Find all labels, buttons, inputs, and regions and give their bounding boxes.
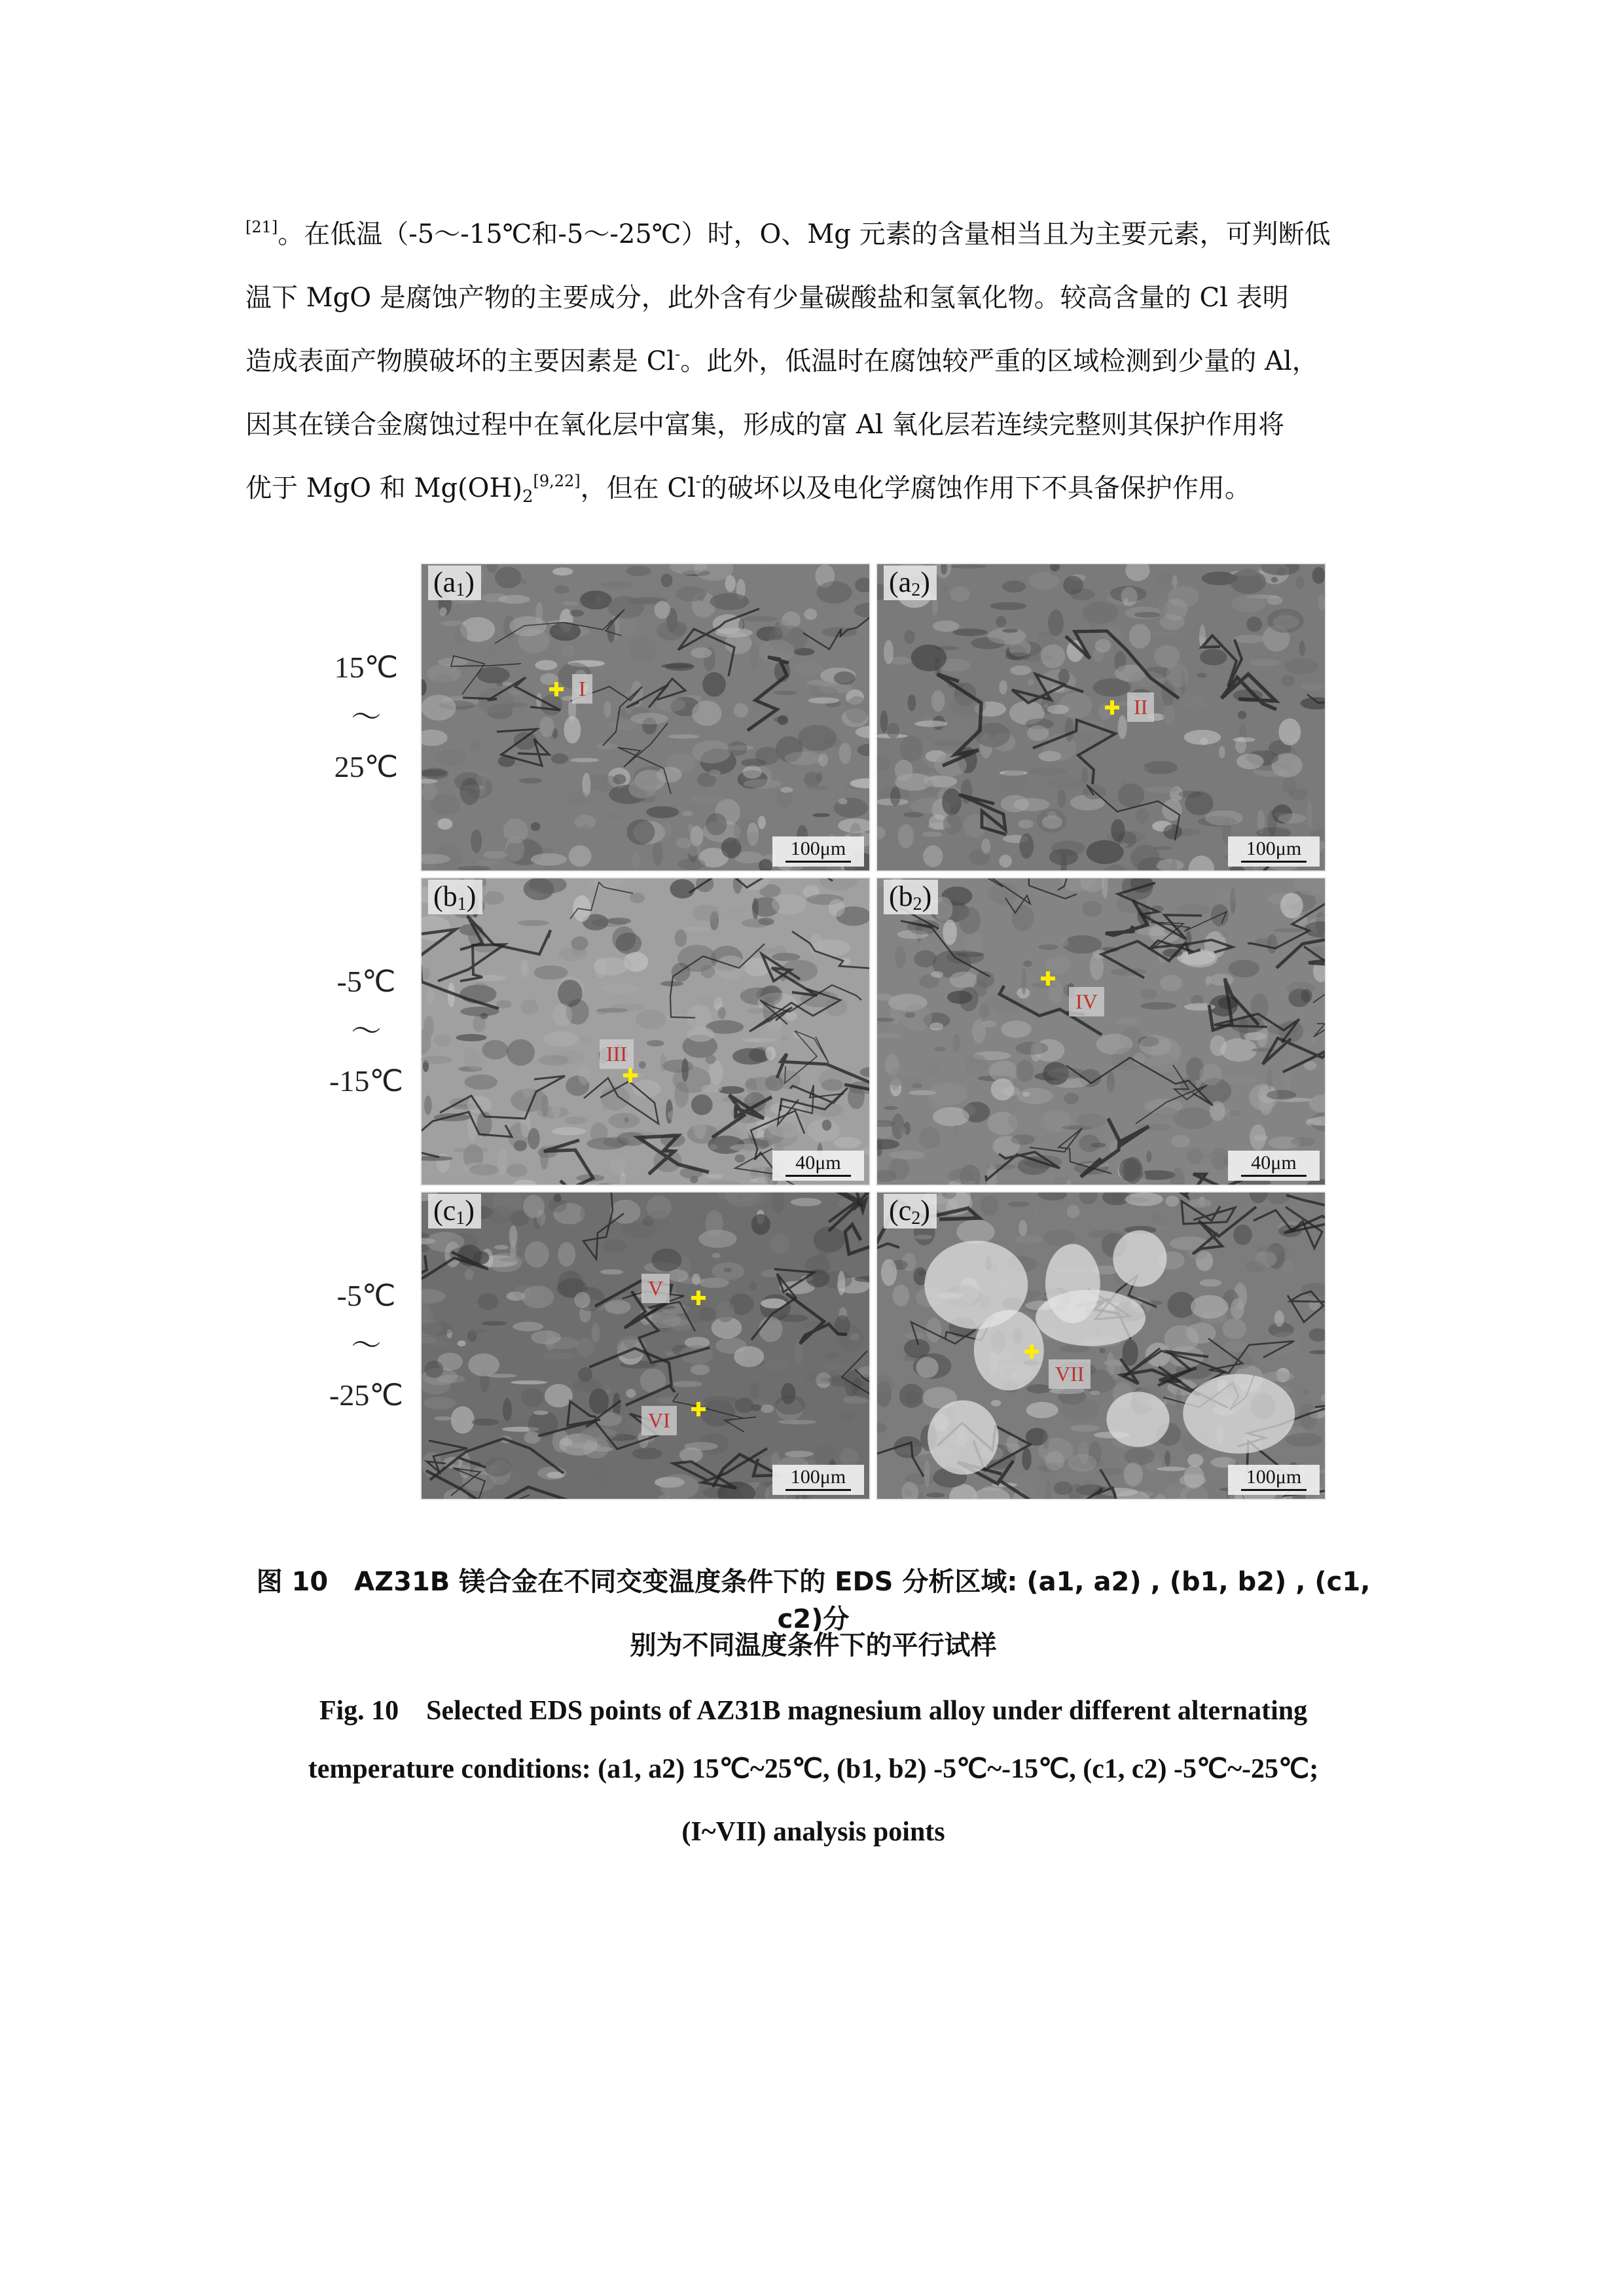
panel-label (428, 880, 482, 914)
panel-label-letter: (b (889, 880, 913, 912)
sem-micrograph-image (422, 564, 871, 872)
scale-bar-line (1241, 861, 1307, 863)
panel-label (884, 1194, 937, 1229)
analysis-point-label: V (641, 1274, 670, 1303)
temperature-label-line: -5℃ (336, 965, 396, 998)
citation: [21] (245, 218, 278, 236)
temperature-label (312, 643, 420, 792)
paragraph-line (245, 203, 1381, 266)
sem-micrograph-image (877, 564, 1326, 872)
analysis-point-label: II (1127, 692, 1154, 722)
scale-bar-label: 100μm (790, 838, 846, 859)
temperature-label (312, 1271, 420, 1420)
line-text: 优于 MgO 和 Mg(OH) (245, 473, 522, 503)
panel-label (428, 1194, 481, 1229)
analysis-point-marker-icon (1105, 700, 1119, 715)
panel-label-close: ) (466, 880, 477, 912)
scale-bar-line (785, 1489, 851, 1491)
line-text: 造成表面产物膜破坏的主要因素是 Cl (245, 346, 676, 376)
line-text: 的破坏以及电化学腐蚀作用下不具备保护作用。 (700, 473, 1251, 503)
scale-bar-line (1241, 1489, 1307, 1491)
scale-bar-label: 40μm (795, 1152, 841, 1174)
panel-label-index: 1 (456, 1208, 465, 1229)
scale-bar (1228, 1465, 1320, 1495)
caption-zh-line1: 图 10 AZ31B 镁合金在不同交变温度条件下的 EDS 分析区域: (a1, a2) , (b1, b2) , (c1, c2)分 (256, 1567, 1371, 1634)
sem-micrograph-image (877, 878, 1326, 1186)
scale-bar (1228, 836, 1320, 867)
scale-bar (1228, 1151, 1320, 1181)
panel-label-letter: (a (889, 566, 912, 598)
paragraph-line (245, 457, 1381, 520)
scale-bar-line (785, 1175, 851, 1177)
sem-micrograph-image (422, 1193, 871, 1500)
sem-panels (420, 563, 1330, 1505)
analysis-point-label: IV (1069, 987, 1104, 1016)
paragraph-line: 因其在镁合金腐蚀过程中在氧化层中富集，形成的富 Al 氧化层若连续完整则其保护作用将 (245, 410, 1285, 440)
scale-bar-label: 100μm (1246, 838, 1302, 859)
panel-label (428, 565, 481, 600)
temperature-label-line: -25℃ (329, 1378, 403, 1412)
panel-label-letter: (a (433, 566, 456, 598)
superscript: - (695, 472, 701, 490)
analysis-point-label: III (600, 1039, 634, 1069)
temperature-label-line: -15℃ (329, 1064, 403, 1098)
panel-label-letter: (b (433, 880, 458, 912)
line-text: 。此外，低温时在腐蚀较严重的区域检测到少量的 Al， (680, 346, 1318, 376)
analysis-point-marker-icon (1041, 971, 1055, 986)
sem-micrograph-image (877, 1193, 1326, 1500)
scale-bar-label: 40μm (1251, 1152, 1297, 1174)
temperature-label-line: 25℃ (334, 750, 399, 783)
sem-panel-b2 (876, 877, 1326, 1186)
temperature-label-line: ～ (351, 700, 382, 734)
scale-bar (772, 836, 864, 867)
caption-en-line2: temperature conditions: (a1, a2) 15℃~25℃, (b1, b2) -5℃~-15℃, (c1, c2) -5℃~-25℃; (308, 1754, 1319, 1784)
sem-panel-b1 (420, 877, 871, 1186)
sem-micrograph-image (422, 878, 871, 1186)
scale-bar-line (785, 861, 851, 863)
subscript: 2 (522, 487, 533, 507)
panel-label-close: ) (920, 1194, 930, 1227)
scale-bar-label: 100μm (790, 1466, 846, 1488)
temperature-label (312, 957, 420, 1106)
analysis-point-marker-icon (691, 1291, 706, 1305)
panel-label-index: 1 (457, 894, 467, 914)
line-text: ，但在 Cl (580, 473, 696, 503)
panel-label-letter: (c (889, 1194, 912, 1227)
scale-bar (772, 1151, 864, 1181)
panel-label-letter: (c (433, 1194, 456, 1227)
analysis-point-label: VI (641, 1406, 677, 1435)
panel-label-close: ) (465, 566, 475, 598)
sem-figure (312, 563, 1330, 1505)
analysis-point-label: I (572, 674, 592, 704)
sem-panel-c1 (420, 1191, 871, 1500)
paragraph-line: 温下 MgO 是腐蚀产物的主要成分，此外含有少量碳酸盐和氢氧化物。较高含量的 Cl 表明 (245, 283, 1289, 313)
citation: [9,22] (533, 472, 581, 490)
superscript: - (675, 345, 681, 363)
caption-en-line3: (I~VII) analysis points (681, 1817, 945, 1847)
body-paragraph (245, 203, 1381, 520)
temperature-label-line: -5℃ (336, 1279, 396, 1312)
temperature-label-line: ～ (351, 1329, 382, 1362)
panel-label-index: 2 (911, 580, 921, 600)
analysis-point-marker-icon (549, 682, 564, 696)
caption-en-line1: Fig. 10 Selected EDS points of AZ31B magnesium alloy under different alternating (319, 1696, 1308, 1726)
analysis-point-marker-icon (1024, 1344, 1039, 1359)
temperature-label-line: 15℃ (334, 651, 399, 684)
scale-bar-line (1241, 1175, 1307, 1177)
scale-bar (772, 1465, 864, 1495)
analysis-point-marker-icon (623, 1068, 638, 1083)
scale-bar-label: 100μm (1246, 1466, 1302, 1488)
paragraph-line (245, 330, 1381, 393)
panel-label-close: ) (465, 1194, 475, 1227)
panel-label (884, 565, 937, 600)
temperature-labels (312, 563, 420, 1505)
panel-label-index: 2 (911, 1208, 921, 1229)
analysis-point-label: VII (1049, 1359, 1091, 1389)
sem-panel-c2 (876, 1191, 1326, 1500)
analysis-point-marker-icon (691, 1402, 706, 1416)
line-text: 。在低温（-5～-15℃和-5～-25℃）时，O、Mg 元素的含量相当且为主要元素，可判断低 (278, 219, 1331, 249)
sem-panel-a2 (876, 563, 1326, 872)
temperature-label-line: ～ (351, 1014, 382, 1048)
panel-label-index: 1 (456, 580, 465, 600)
sem-panel-a1 (420, 563, 871, 872)
panel-label-close: ) (922, 880, 932, 912)
caption-zh-line2: 别为不同温度条件下的平行试样 (630, 1630, 997, 1660)
panel-label-index: 2 (912, 894, 922, 914)
panel-label (884, 880, 938, 914)
panel-label-close: ) (920, 566, 930, 598)
